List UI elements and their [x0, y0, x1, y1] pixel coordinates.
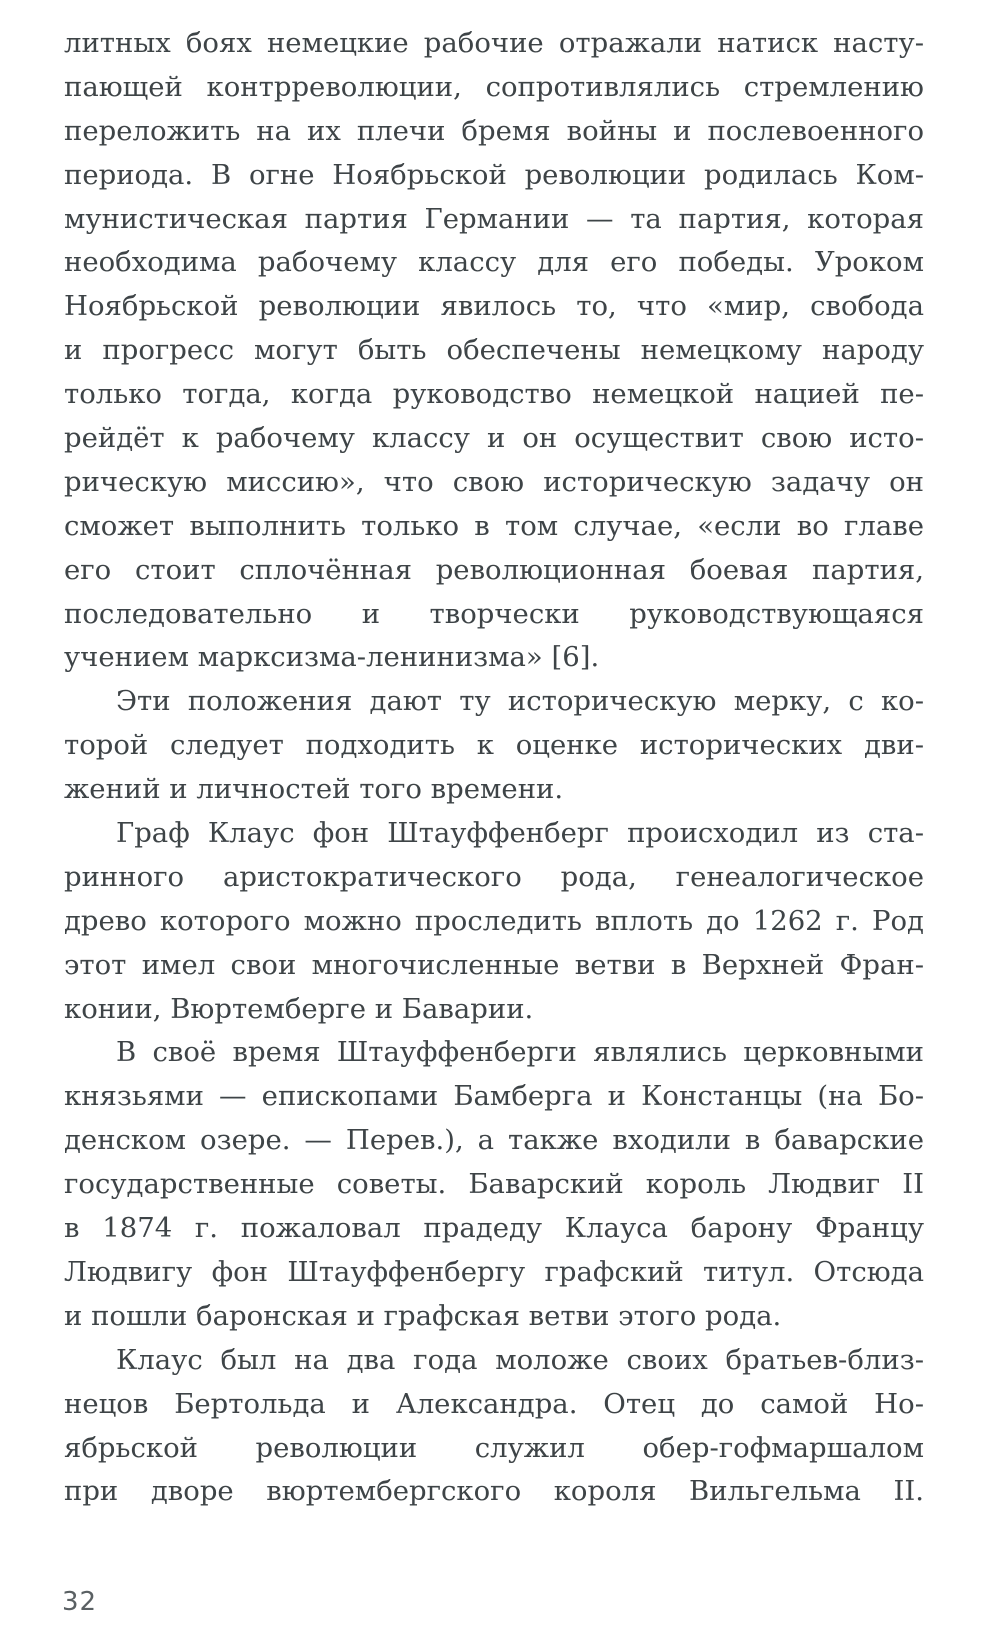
text-line: переложить на их плечи бремя войны и послевоенного [64, 114, 924, 147]
text-line: рейдёт к рабочему классу и он осуществит свою исто- [64, 422, 924, 455]
text-line: и пошли баронская и графская ветви этого рода. [64, 1299, 782, 1332]
text-line: в 1874 г. пожаловал прадеду Клауса барону Францу [64, 1212, 924, 1245]
text-line: денском озере. — Перев.), а также входили в баварские [64, 1124, 924, 1157]
text-line: ябрьской революции служил обер-гофмаршалом [64, 1431, 924, 1464]
text-line: и прогресс могут быть обеспечены немецкому народу [64, 334, 924, 367]
paragraph-first-line: В своё время Штауффенберги являлись церковными [116, 1036, 924, 1069]
text-line: мунистическая партия Германии — та партия, которая [64, 202, 924, 235]
text-line: учением марксизма-ленинизма» [6]. [64, 641, 600, 674]
text-line: рическую миссию», что свою историческую задачу он [64, 465, 924, 498]
text-line: нецов Бертольда и Александра. Отец до самой Но- [64, 1387, 924, 1420]
text-line: сможет выполнить только в том случае, «если во главе [64, 509, 924, 542]
text-line: конии, Вюртемберге и Баварии. [64, 992, 534, 1025]
text-line: Людвигу фон Штауффенбергу графский титул. Отсюда [64, 1255, 924, 1288]
text-line: торой следует подходить к оценке исторических дви- [64, 729, 924, 762]
paragraph-first-line: Клаус был на два года моложе своих братьев-близ- [116, 1343, 924, 1376]
text-line: этот имел свои многочисленные ветви в Верхней Фран- [64, 948, 924, 981]
text-line: периода. В огне Ноябрьской революции родилась Ком- [64, 158, 924, 191]
text-line: литных боях немецкие рабочие отражали натиск насту- [64, 27, 924, 59]
text-line: необходима рабочему классу для его победы. Уроком [64, 246, 924, 279]
text-line: Ноябрьской революции явилось то, что «мир, свобода [64, 290, 924, 323]
text-line: князьями — епископами Бамберга и Констанцы (на Бо- [64, 1080, 924, 1113]
paragraph-first-line: Граф Клаус фон Штауффенберг происходил из ста- [116, 817, 924, 850]
text-line: государственные советы. Баварский король Людвиг II [64, 1168, 924, 1201]
text-line: древо которого можно проследить вплоть до 1262 г. Род [64, 904, 924, 937]
page-number: 32 [62, 1587, 98, 1617]
text-line: только тогда, когда руководство немецкой нацией пе- [64, 378, 924, 411]
text-line: жений и личностей того времени. [64, 773, 564, 806]
text-line: пающей контрреволюции, сопротивлялись стремлению [64, 70, 924, 103]
text-line: последовательно и творчески руководствующаяся [64, 597, 924, 630]
text-line: при дворе вюртембергского короля Вильгельма II. [64, 1475, 924, 1508]
paragraph-first-line: Эти положения дают ту историческую мерку, с ко- [116, 685, 924, 718]
text-line: его стоит сплочённая революционная боевая партия, [64, 553, 924, 586]
page-body [64, 22, 924, 1514]
text-line: ринного аристократического рода, генеалогическое [64, 860, 924, 893]
